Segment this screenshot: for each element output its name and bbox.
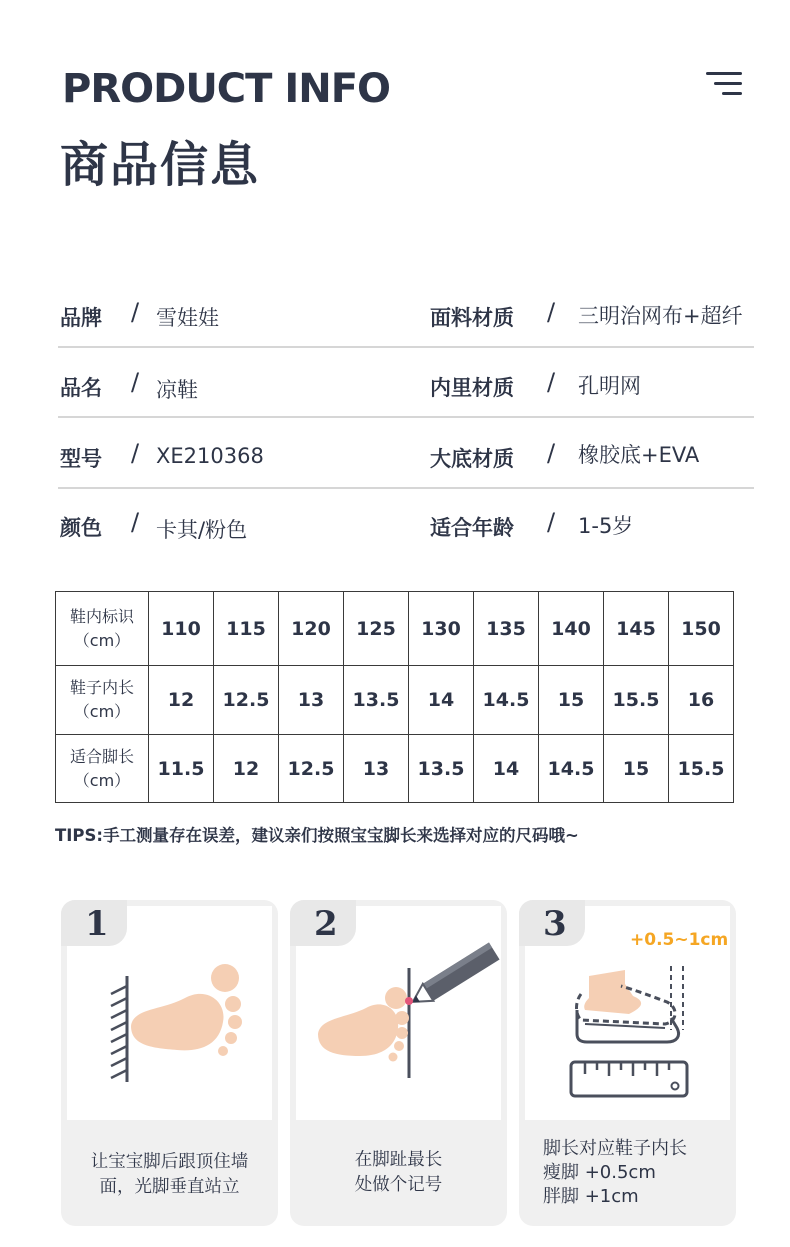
info-value: 卡其/粉色 xyxy=(156,518,248,542)
table-cell: 115 xyxy=(214,592,279,666)
table-cell: 140 xyxy=(539,592,604,666)
table-cell: 150 xyxy=(669,592,734,666)
info-value: XE210368 xyxy=(156,444,264,468)
tips-text: TIPS:手工测量存在误差，建议亲们按照宝宝脚长来选择对应的尺码哦~ xyxy=(55,826,579,845)
info-value: 1-5岁 xyxy=(578,514,634,538)
info-key: 品牌 xyxy=(60,306,102,330)
table-cell: 12 xyxy=(149,666,214,735)
info-value: 雪娃娃 xyxy=(156,306,219,330)
table-cell: 15.5 xyxy=(669,735,734,803)
table-cell: 15.5 xyxy=(604,666,669,735)
menu-icon[interactable] xyxy=(706,72,742,98)
step-card-2 xyxy=(290,900,507,1226)
info-value: 孔明网 xyxy=(578,374,641,398)
info-value: 凉鞋 xyxy=(156,378,198,402)
info-key: 大底材质 xyxy=(430,447,514,471)
table-cell: 130 xyxy=(409,592,474,666)
title-en: PRODUCT INFO xyxy=(62,66,391,112)
table-cell: 12.5 xyxy=(214,666,279,735)
table-cell: 135 xyxy=(474,592,539,666)
step-card-1 xyxy=(61,900,278,1226)
table-cell: 12 xyxy=(214,735,279,803)
table-cell: 13 xyxy=(279,666,344,735)
title-zh: 商品信息 xyxy=(60,137,261,193)
separator: / xyxy=(547,439,556,467)
table-cell: 16 xyxy=(669,666,734,735)
table-row xyxy=(56,735,734,803)
table-cell: 13 xyxy=(344,735,409,803)
step-number: 2 xyxy=(314,904,338,944)
table-cell: 13.5 xyxy=(409,735,474,803)
table-cell: 15 xyxy=(539,666,604,735)
step-number: 1 xyxy=(85,904,109,944)
divider xyxy=(58,487,754,489)
row-header: 适合脚长 （cm） xyxy=(56,735,149,803)
measure-badge: +0.5~1cm xyxy=(630,930,729,950)
separator: / xyxy=(547,298,556,326)
separator: / xyxy=(547,368,556,396)
info-key: 品名 xyxy=(60,376,102,400)
table-cell: 11.5 xyxy=(149,735,214,803)
info-row xyxy=(58,348,754,418)
table-cell: 14 xyxy=(474,735,539,803)
info-row xyxy=(58,490,754,560)
table-row xyxy=(56,592,734,666)
step-card-3 xyxy=(519,900,736,1226)
table-cell: 145 xyxy=(604,592,669,666)
table-cell: 15 xyxy=(604,735,669,803)
divider xyxy=(58,416,754,418)
separator: / xyxy=(131,439,140,467)
info-key: 颜色 xyxy=(60,516,102,540)
row-header: 鞋内标识 （cm） xyxy=(56,592,149,666)
table-cell: 14 xyxy=(409,666,474,735)
info-key: 面料材质 xyxy=(430,306,514,330)
info-value: 橡胶底+EVA xyxy=(578,443,700,467)
separator: / xyxy=(131,368,140,396)
info-key: 内里材质 xyxy=(430,376,514,400)
table-cell: 14.5 xyxy=(539,735,604,803)
table-cell: 120 xyxy=(279,592,344,666)
table-cell: 13.5 xyxy=(344,666,409,735)
step-number: 3 xyxy=(543,904,567,944)
separator: / xyxy=(131,508,140,536)
info-row xyxy=(58,278,754,348)
step-caption: 脚长对应鞋子内长 瘦脚 +0.5cm 胖脚 +1cm xyxy=(543,1138,687,1207)
table-cell: 14.5 xyxy=(474,666,539,735)
table-cell: 110 xyxy=(149,592,214,666)
info-key: 适合年龄 xyxy=(430,516,514,540)
step-caption: 让宝宝脚后跟顶住墙 面，光脚垂直站立 xyxy=(90,1152,249,1197)
separator: / xyxy=(547,508,556,536)
row-header: 鞋子内长 （cm） xyxy=(56,666,149,735)
table-cell: 125 xyxy=(344,592,409,666)
table-cell: 12.5 xyxy=(279,735,344,803)
separator: / xyxy=(131,298,140,326)
info-row xyxy=(58,419,754,489)
info-key: 型号 xyxy=(60,447,102,471)
size-table xyxy=(55,591,734,803)
info-value: 三明治网布+超纤 xyxy=(578,304,743,328)
step-caption: 在脚趾最长 处做个记号 xyxy=(354,1150,443,1195)
table-row xyxy=(56,666,734,735)
